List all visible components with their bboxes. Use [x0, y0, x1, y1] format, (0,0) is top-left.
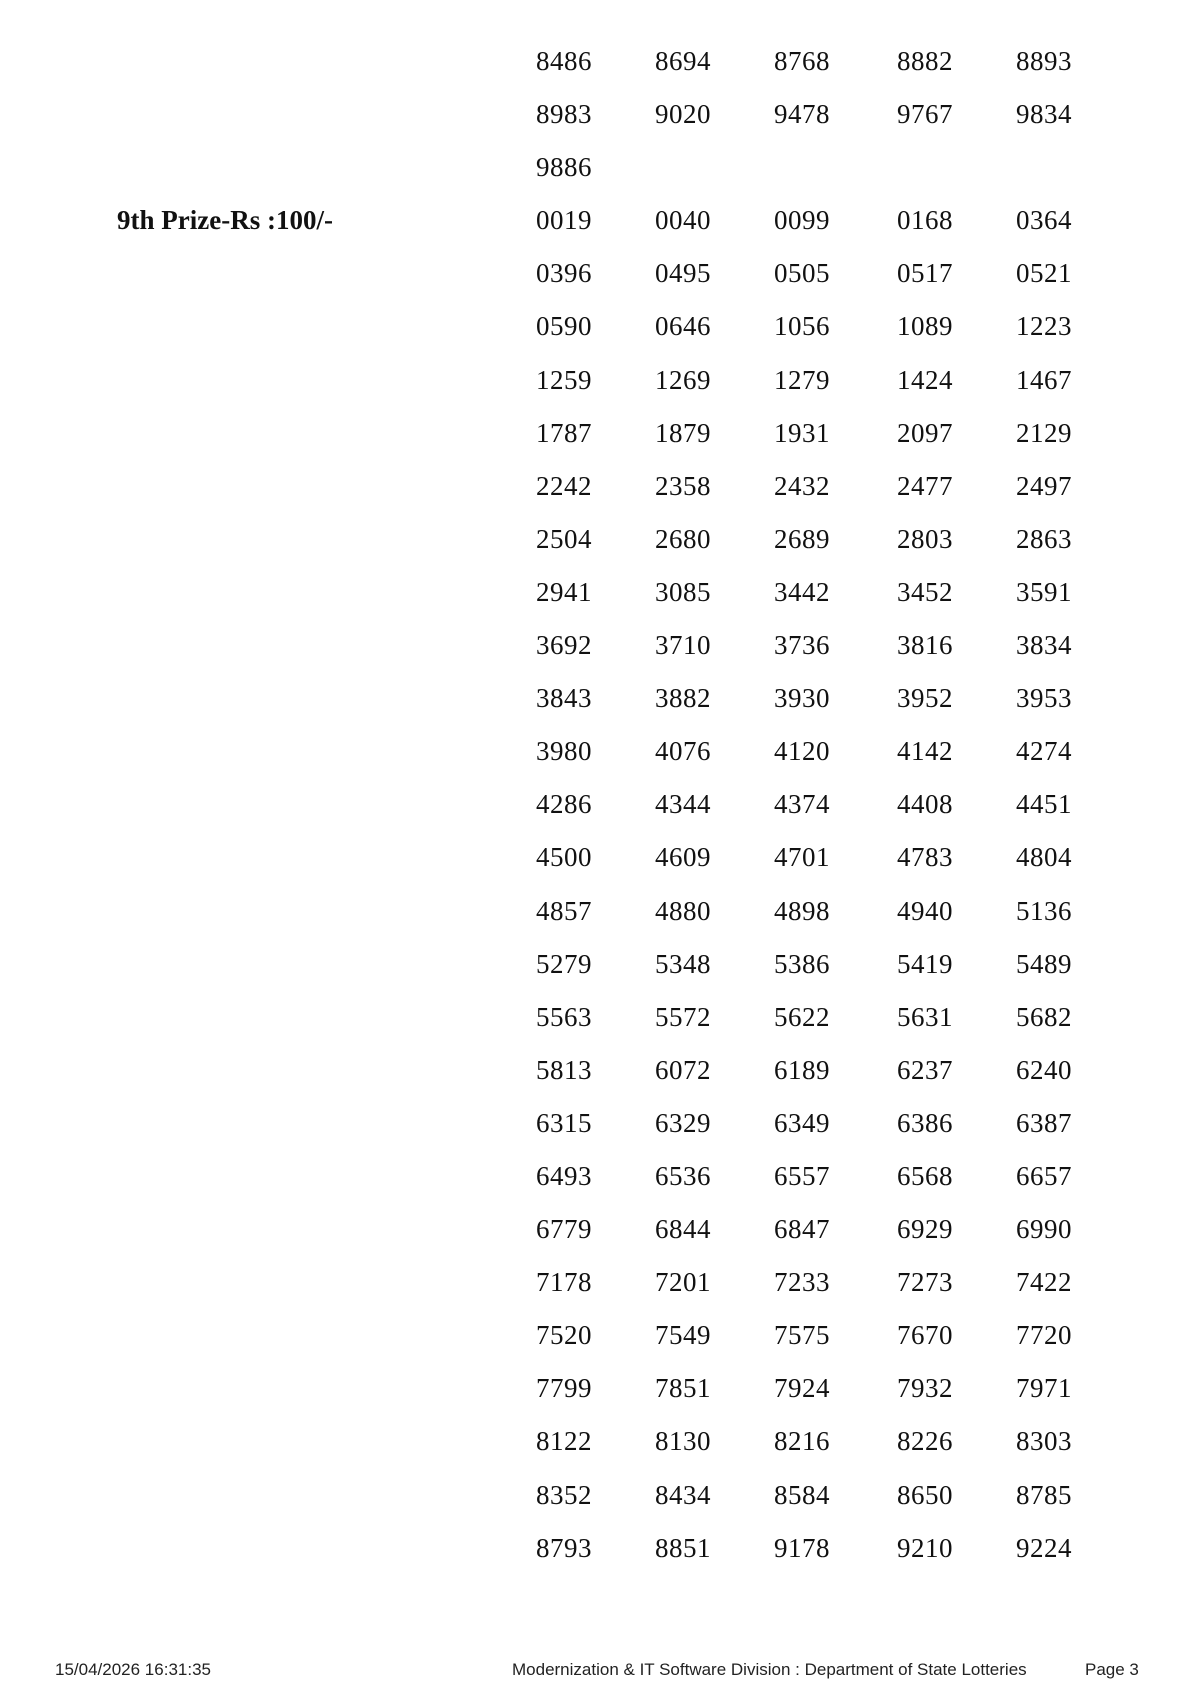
winning-number: 3882 — [655, 683, 711, 714]
winning-number: 2477 — [897, 470, 953, 501]
winning-number: 5813 — [536, 1054, 592, 1085]
winning-number: 6386 — [897, 1107, 953, 1138]
winning-number: 9886 — [536, 152, 592, 183]
winning-number: 1223 — [1016, 311, 1072, 342]
winning-number: 3085 — [655, 576, 711, 607]
winning-number: 2689 — [774, 523, 830, 554]
winning-number: 4142 — [897, 736, 953, 767]
winning-number: 7233 — [774, 1267, 830, 1298]
winning-number: 4344 — [655, 789, 711, 820]
number-row — [0, 619, 1200, 672]
number-row — [0, 354, 1200, 407]
winning-number: 4286 — [536, 789, 592, 820]
winning-number: 3591 — [1016, 576, 1072, 607]
number-row — [0, 831, 1200, 884]
winning-number: 1879 — [655, 417, 711, 448]
winning-number: 3442 — [774, 576, 830, 607]
winning-number: 2504 — [536, 523, 592, 554]
winning-number: 7851 — [655, 1373, 711, 1404]
winning-number: 2863 — [1016, 523, 1072, 554]
winning-number: 8983 — [536, 99, 592, 130]
footer-datetime: 15/04/2026 16:31:35 — [55, 1660, 211, 1679]
number-row — [0, 513, 1200, 566]
winning-number: 4408 — [897, 789, 953, 820]
winning-number: 0590 — [536, 311, 592, 342]
winning-number: 2097 — [897, 417, 953, 448]
number-row — [0, 938, 1200, 991]
winning-number: 8486 — [536, 46, 592, 76]
winning-number: 4783 — [897, 842, 953, 873]
winning-number: 5136 — [1016, 895, 1072, 926]
winning-number: 8584 — [774, 1479, 830, 1510]
winning-number: 8216 — [774, 1426, 830, 1457]
winning-number: 8851 — [655, 1532, 711, 1563]
winning-number: 0517 — [897, 258, 953, 289]
number-row — [0, 460, 1200, 513]
number-row — [0, 672, 1200, 725]
number-row — [0, 885, 1200, 938]
winning-number: 3452 — [897, 576, 953, 607]
winning-number: 5622 — [774, 1001, 830, 1032]
winning-number: 4451 — [1016, 789, 1072, 820]
winning-number: 2941 — [536, 576, 592, 607]
winning-number: 2497 — [1016, 470, 1072, 501]
winning-number: 1279 — [774, 364, 830, 395]
winning-number: 4880 — [655, 895, 711, 926]
winning-number: 8793 — [536, 1532, 592, 1563]
prize-tier-label: 9th Prize-Rs :100/- — [117, 205, 333, 235]
number-row — [0, 141, 1200, 194]
winning-numbers-grid — [0, 35, 1200, 1575]
winning-number: 6189 — [774, 1054, 830, 1085]
winning-number: 5386 — [774, 948, 830, 979]
winning-number: 4701 — [774, 842, 830, 873]
winning-number: 9224 — [1016, 1532, 1072, 1563]
number-row — [0, 1150, 1200, 1203]
winning-number: 8893 — [1016, 46, 1072, 76]
winning-number: 3843 — [536, 683, 592, 714]
winning-number: 3930 — [774, 683, 830, 714]
number-row — [0, 566, 1200, 619]
winning-number: 8434 — [655, 1479, 711, 1510]
winning-number: 9210 — [897, 1532, 953, 1563]
winning-number: 3816 — [897, 630, 953, 661]
footer-division-title: Modernization & IT Software Division : Department of State Lotteries — [512, 1660, 1027, 1679]
winning-number: 7201 — [655, 1267, 711, 1298]
winning-number: 7575 — [774, 1320, 830, 1351]
winning-number: 8352 — [536, 1479, 592, 1510]
winning-number: 0505 — [774, 258, 830, 289]
winning-number: 3736 — [774, 630, 830, 661]
winning-number: 3692 — [536, 630, 592, 661]
winning-number: 3980 — [536, 736, 592, 767]
winning-number: 6657 — [1016, 1160, 1072, 1191]
number-row — [0, 1203, 1200, 1256]
winning-number: 8226 — [897, 1426, 953, 1457]
winning-number: 8785 — [1016, 1479, 1072, 1510]
winning-number: 7178 — [536, 1267, 592, 1298]
footer-page-number: Page 3 — [1085, 1660, 1139, 1679]
winning-number: 0396 — [536, 258, 592, 289]
winning-number: 0168 — [897, 205, 953, 236]
winning-number: 3952 — [897, 683, 953, 714]
winning-number: 0521 — [1016, 258, 1072, 289]
number-row — [0, 88, 1200, 141]
winning-number: 2432 — [774, 470, 830, 501]
winning-number: 4120 — [774, 736, 830, 767]
winning-number: 5572 — [655, 1001, 711, 1032]
winning-number: 0495 — [655, 258, 711, 289]
winning-number: 4804 — [1016, 842, 1072, 873]
winning-number: 5631 — [897, 1001, 953, 1032]
winning-number: 4609 — [655, 842, 711, 873]
winning-number: 6779 — [536, 1214, 592, 1245]
winning-number: 6847 — [774, 1214, 830, 1245]
winning-number: 3953 — [1016, 683, 1072, 714]
winning-number: 9020 — [655, 99, 711, 130]
number-row — [0, 725, 1200, 778]
winning-number: 6493 — [536, 1160, 592, 1191]
number-row — [0, 1097, 1200, 1150]
number-row — [0, 1415, 1200, 1468]
number-row — [0, 35, 1200, 88]
winning-number: 8130 — [655, 1426, 711, 1457]
winning-number: 7720 — [1016, 1320, 1072, 1351]
number-row — [0, 1522, 1200, 1575]
winning-number: 7670 — [897, 1320, 953, 1351]
winning-number: 6929 — [897, 1214, 953, 1245]
winning-number: 1787 — [536, 417, 592, 448]
number-row — [0, 247, 1200, 300]
winning-number: 8650 — [897, 1479, 953, 1510]
winning-number: 1259 — [536, 364, 592, 395]
winning-number: 6315 — [536, 1107, 592, 1138]
winning-number: 4940 — [897, 895, 953, 926]
winning-number: 7932 — [897, 1373, 953, 1404]
winning-number: 7971 — [1016, 1373, 1072, 1404]
winning-number: 0364 — [1016, 205, 1072, 236]
number-row — [0, 1362, 1200, 1415]
winning-number: 6329 — [655, 1107, 711, 1138]
winning-number: 9834 — [1016, 99, 1072, 130]
winning-number: 8694 — [655, 46, 711, 76]
number-row — [0, 407, 1200, 460]
winning-number: 2358 — [655, 470, 711, 501]
winning-number: 6557 — [774, 1160, 830, 1191]
winning-number: 4274 — [1016, 736, 1072, 767]
winning-number: 4898 — [774, 895, 830, 926]
winning-number: 0040 — [655, 205, 711, 236]
winning-number: 6568 — [897, 1160, 953, 1191]
winning-number: 6387 — [1016, 1107, 1072, 1138]
winning-number: 5489 — [1016, 948, 1072, 979]
number-row — [0, 1044, 1200, 1097]
winning-number: 5682 — [1016, 1001, 1072, 1032]
winning-number: 4857 — [536, 895, 592, 926]
winning-number: 2803 — [897, 523, 953, 554]
winning-number: 1056 — [774, 311, 830, 342]
winning-number: 5279 — [536, 948, 592, 979]
winning-number: 2129 — [1016, 417, 1072, 448]
winning-number: 1424 — [897, 364, 953, 395]
winning-number: 1089 — [897, 311, 953, 342]
number-row — [0, 778, 1200, 831]
winning-number: 0019 — [536, 205, 592, 236]
winning-number: 6237 — [897, 1054, 953, 1085]
winning-number: 1467 — [1016, 364, 1072, 395]
winning-number: 7422 — [1016, 1267, 1072, 1298]
winning-number: 1269 — [655, 364, 711, 395]
winning-number: 9767 — [897, 99, 953, 130]
winning-number: 4076 — [655, 736, 711, 767]
number-row — [0, 1256, 1200, 1309]
winning-number: 7520 — [536, 1320, 592, 1351]
number-row — [0, 991, 1200, 1044]
winning-number: 7549 — [655, 1320, 711, 1351]
winning-number: 2242 — [536, 470, 592, 501]
winning-number: 5419 — [897, 948, 953, 979]
winning-number: 6240 — [1016, 1054, 1072, 1085]
winning-number: 6990 — [1016, 1214, 1072, 1245]
number-row — [0, 1469, 1200, 1522]
winning-number: 7924 — [774, 1373, 830, 1404]
winning-number: 8882 — [897, 46, 953, 76]
winning-number: 4500 — [536, 842, 592, 873]
winning-number: 6349 — [774, 1107, 830, 1138]
winning-number: 8303 — [1016, 1426, 1072, 1457]
winning-number: 9178 — [774, 1532, 830, 1563]
winning-number: 6844 — [655, 1214, 711, 1245]
winning-number: 3834 — [1016, 630, 1072, 661]
winning-number: 6072 — [655, 1054, 711, 1085]
winning-number: 9478 — [774, 99, 830, 130]
winning-number: 4374 — [774, 789, 830, 820]
winning-number: 8122 — [536, 1426, 592, 1457]
winning-number: 5563 — [536, 1001, 592, 1032]
winning-number: 8768 — [774, 46, 830, 76]
winning-number: 6536 — [655, 1160, 711, 1191]
winning-number: 0646 — [655, 311, 711, 342]
number-row — [0, 1309, 1200, 1362]
winning-number: 5348 — [655, 948, 711, 979]
winning-number: 2680 — [655, 523, 711, 554]
winning-number: 7799 — [536, 1373, 592, 1404]
winning-number: 1931 — [774, 417, 830, 448]
number-row — [0, 300, 1200, 353]
winning-number: 3710 — [655, 630, 711, 661]
winning-number: 0099 — [774, 205, 830, 236]
page-footer — [0, 1658, 1200, 1682]
winning-number: 7273 — [897, 1267, 953, 1298]
